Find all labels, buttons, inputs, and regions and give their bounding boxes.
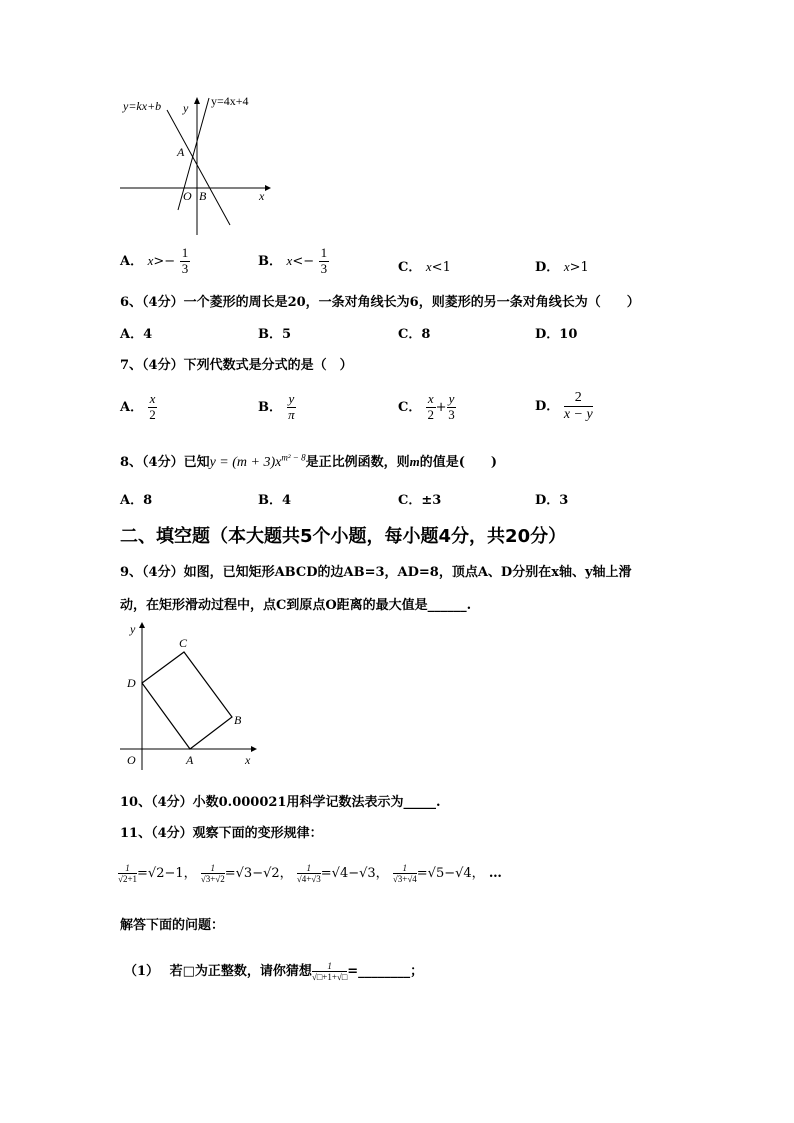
x-axis-arrow — [265, 185, 271, 191]
q6-option-a[interactable]: A．4 — [120, 327, 153, 342]
frac-den: 2 — [149, 406, 156, 422]
sub1-answer-blank[interactable]: =________； — [347, 964, 424, 979]
frac-num: 1 — [393, 863, 417, 874]
q8-var-m: m — [409, 454, 420, 469]
rectangle-abcd — [142, 652, 232, 749]
label-D: D — [127, 676, 136, 690]
frac-den: 3 — [448, 406, 455, 422]
frac-den: √3+√4 — [392, 874, 417, 884]
label-A: A — [186, 753, 194, 767]
option-var: x — [147, 252, 154, 268]
frac-num: 1 — [312, 961, 347, 972]
label-O: O — [127, 753, 136, 767]
line-kx-plus-b — [167, 110, 230, 225]
q11-pattern — [118, 862, 502, 884]
option-fraction — [319, 246, 330, 277]
option-var: x — [425, 259, 432, 274]
frac-num: 1 — [297, 863, 321, 874]
q5-option-c[interactable] — [398, 256, 451, 275]
frac-den: √□+1+√□ — [311, 972, 348, 982]
y-axis-arrow — [139, 622, 145, 628]
sub1-fraction — [312, 961, 347, 983]
option-letter: B． — [258, 253, 282, 269]
option-op: >− — [153, 253, 176, 269]
frac-den: x − y — [563, 407, 593, 423]
frac-den: 3 — [320, 260, 328, 276]
plus-sign: + — [435, 399, 447, 415]
q8-formula: y = (m + 3)x — [209, 455, 282, 470]
option-op: >1 — [569, 260, 589, 275]
frac-num: 1 — [201, 863, 225, 874]
frac-num: 1 — [320, 245, 328, 260]
frac-num: x — [427, 391, 434, 406]
q7-option-b[interactable] — [258, 392, 296, 423]
option-var: x — [286, 252, 293, 268]
q5-option-d[interactable] — [535, 256, 589, 275]
q8-exponent: m² − 8 — [281, 452, 306, 463]
option-letter: C． — [398, 260, 422, 275]
q8-option-d[interactable]: D．3 — [535, 493, 569, 508]
q6-option-c[interactable]: C．8 — [398, 327, 431, 342]
frac-num: x — [149, 391, 156, 406]
option-letter: D． — [535, 260, 560, 275]
label-O: O — [183, 189, 192, 203]
q5-option-a[interactable] — [120, 246, 190, 277]
label-x: x — [259, 189, 265, 203]
pattern-fraction-3 — [297, 863, 321, 885]
sub1-label: （1） — [124, 964, 160, 979]
frac-den: 3 — [181, 260, 189, 276]
q8-stem — [120, 451, 497, 471]
q8-option-c[interactable]: C．±3 — [398, 493, 442, 508]
linear-functions-graph — [115, 90, 285, 245]
q6-option-d[interactable]: D．10 — [535, 327, 578, 342]
q8-suffix2: 的值是( ) — [419, 455, 498, 470]
pattern-rhs-4: =√5−√4， — [416, 866, 485, 881]
label-y: y — [183, 101, 189, 115]
option-letter: B． — [258, 399, 282, 415]
pattern-fraction-1 — [118, 863, 137, 885]
x-axis-arrow — [251, 746, 257, 752]
label-B: B — [234, 713, 242, 727]
label-kx-plus-b: y=kx+b — [123, 99, 162, 113]
option-letter: C． — [398, 399, 422, 415]
option-fraction — [287, 392, 297, 423]
section-title: 二、填空题（本大题共5个小题，每小题4分，共20分） — [120, 526, 567, 547]
option-letter: A． — [120, 253, 144, 269]
frac-den: 2 — [427, 406, 435, 422]
q10-text: 10、（4分）小数0.000021用科学记数法表示为_____. — [120, 795, 441, 810]
q9-line2: 动，在矩形滑动过程中，点C到原点O距离的最大值是______. — [120, 598, 472, 613]
option-op: <− — [292, 253, 315, 269]
pattern-fraction-4 — [393, 863, 417, 885]
frac-den: π — [288, 406, 295, 422]
q8-prefix: 8、（4分）已知 — [120, 455, 210, 470]
sub1-text: 若□为正整数，请你猜想 — [169, 964, 312, 979]
q7-option-a[interactable] — [120, 392, 157, 423]
option-fraction-1 — [426, 392, 436, 423]
frac-num: 2 — [564, 390, 593, 407]
q7-stem: 7、（4分）下列代数式是分式的是（ ） — [120, 358, 353, 373]
q7-option-c[interactable] — [398, 392, 456, 423]
option-fraction — [148, 392, 158, 423]
pattern-rhs-1: =√2−1， — [137, 866, 197, 881]
option-var: x — [563, 259, 570, 274]
label-4x-plus-4: y=4x+4 — [211, 94, 249, 108]
label-y: y — [130, 622, 136, 636]
pattern-rhs-3: =√4−√3， — [320, 866, 389, 881]
y-axis-arrow — [194, 97, 200, 104]
rectangle-figure — [115, 618, 265, 776]
frac-den: √4+√3 — [296, 874, 321, 884]
label-A: A — [177, 145, 185, 159]
label-C: C — [179, 636, 188, 650]
q8-suffix: 是正比例函数，则 — [305, 455, 410, 470]
q11-stem: 11、（4分）观察下面的变形规律： — [120, 826, 323, 841]
option-fraction-2 — [447, 392, 457, 423]
q6-stem: 6、（4分）一个菱形的周长是20，一条对角线长为6，则菱形的另一条对角线长为（ ） — [120, 295, 640, 310]
q7-option-d[interactable] — [535, 390, 593, 423]
frac-num: y — [288, 391, 295, 406]
frac-num: 1 — [118, 863, 137, 874]
frac-den: √2+1 — [118, 874, 138, 884]
label-B: B — [199, 189, 207, 203]
answer-prompt: 解答下面的问题： — [120, 918, 225, 933]
q8-option-b[interactable]: B．4 — [258, 493, 292, 508]
q6-option-b[interactable]: B．5 — [258, 327, 292, 342]
ellipsis: … — [488, 866, 502, 881]
option-fraction — [180, 246, 191, 277]
q5-option-b[interactable] — [258, 246, 329, 277]
q8-option-a[interactable]: A．8 — [120, 493, 153, 508]
option-letter: D． — [535, 399, 560, 415]
option-letter: A． — [120, 399, 144, 415]
pattern-fraction-2 — [201, 863, 225, 885]
option-op: <1 — [431, 260, 451, 275]
pattern-rhs-2: =√3−√2， — [224, 866, 293, 881]
q9-line1: 9、（4分）如图，已知矩形ABCD的边AB=3，AD=8，顶点A、D分别在x轴、y轴上滑 — [120, 565, 632, 580]
option-fraction — [564, 390, 593, 423]
q11-sub1 — [124, 960, 423, 982]
frac-den: √3+√2 — [200, 874, 225, 884]
frac-num: y — [448, 391, 455, 406]
label-x: x — [245, 753, 251, 767]
frac-num: 1 — [181, 245, 189, 260]
